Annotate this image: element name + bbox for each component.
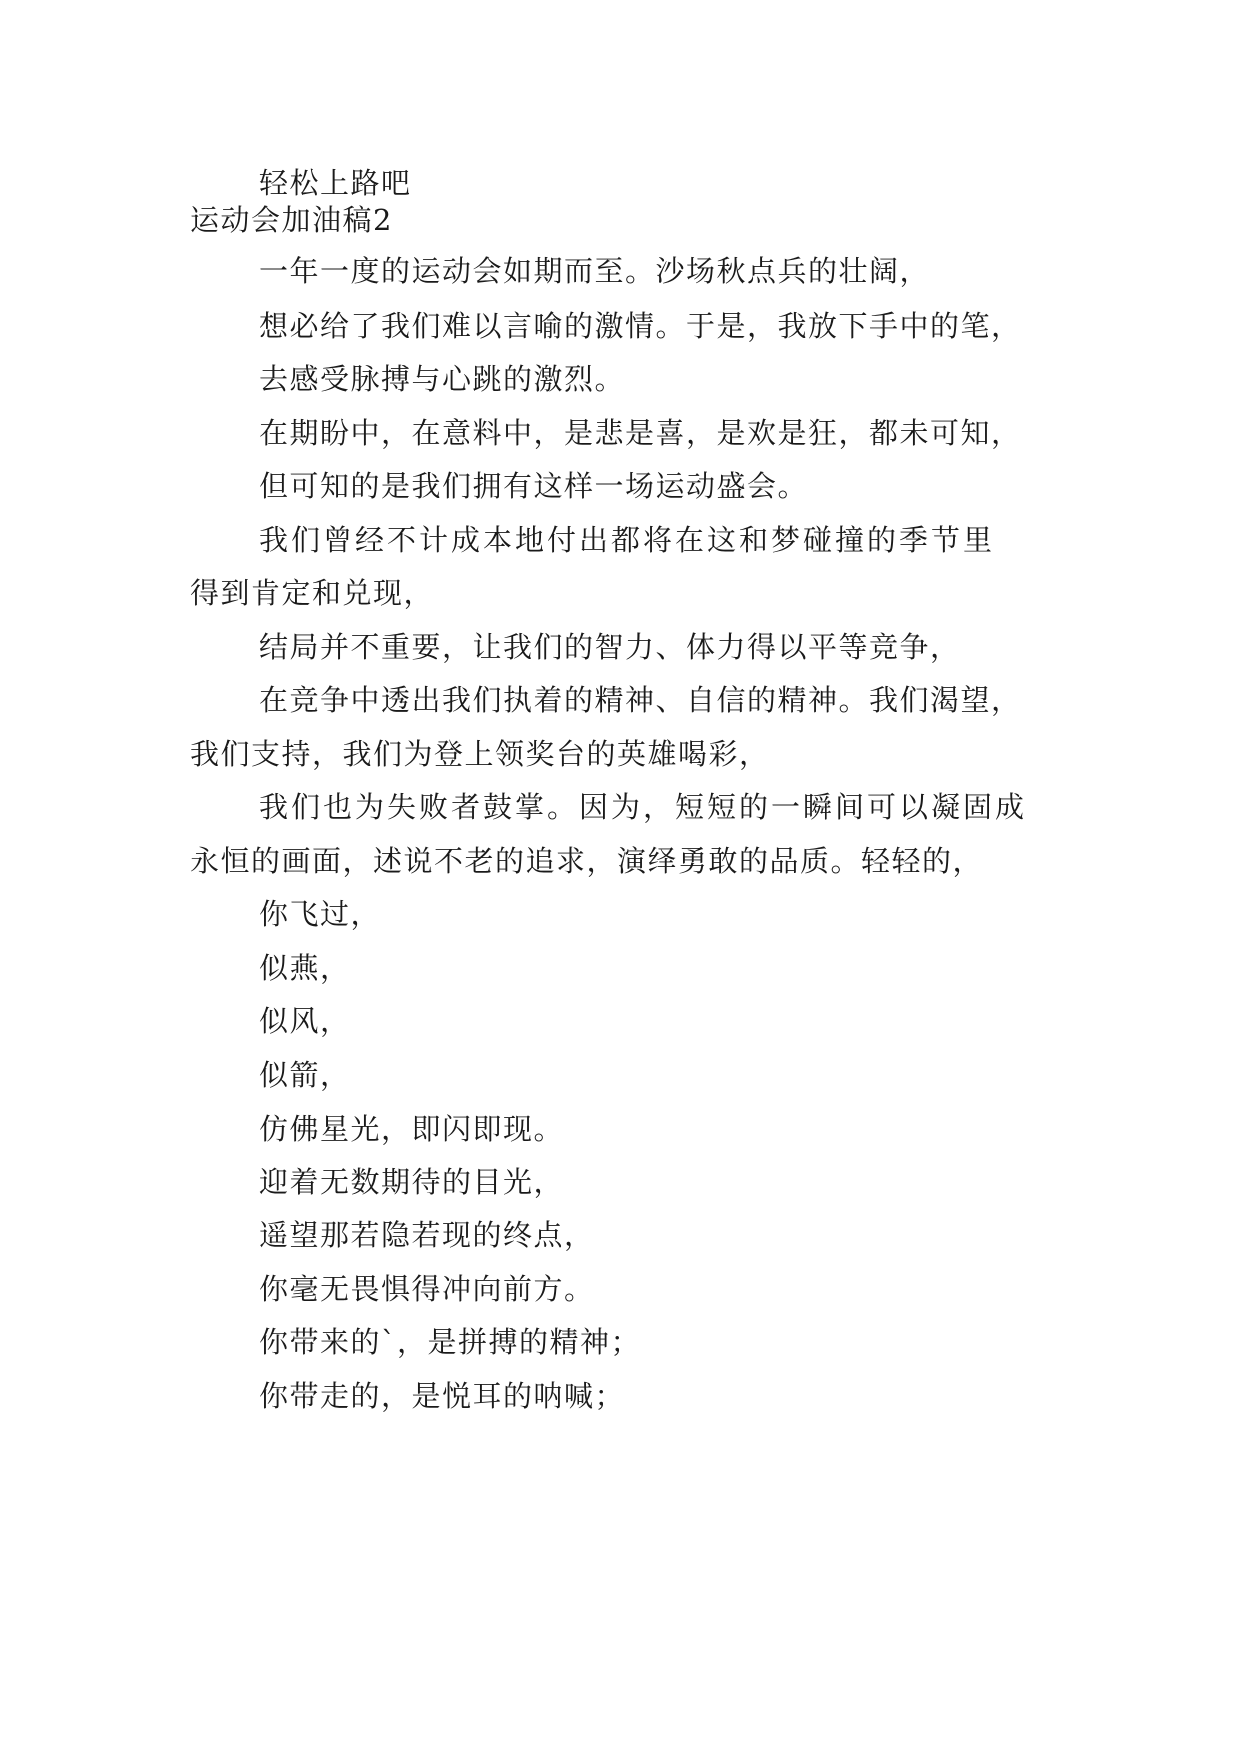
text-line: 我们支持，我们为登上领奖台的英雄喝彩， [190,737,770,771]
text-line: 我们也为失败者鼓掌。因为，短短的一瞬间可以凝固成 [259,790,1028,824]
text-line: 仿佛星光，即闪即现。 [259,1112,565,1146]
text-line: 一年一度的运动会如期而至。沙场秋点兵的壮阔， [259,254,931,288]
text-line: 遥望那若隐若现的终点， [259,1218,595,1252]
text-line: 结局并不重要，让我们的智力、体力得以平等竞争， [259,630,961,664]
text-line: 永恒的画面，述说不老的追求，演绎勇敢的品质。轻轻的， [190,844,984,878]
section-heading: 运动会加油稿2 [190,203,393,237]
text-line: 我们曾经不计成本地付出都将在这和梦碰撞的季节里 [259,523,996,557]
text-line: 似风， [259,1004,351,1038]
text-line: 但可知的是我们拥有这样一场运动盛会。 [259,469,809,503]
text-line: 得到肯定和兑现， [190,576,435,610]
text-line: 在期盼中，在意料中，是悲是喜，是欢是狂，都未可知， [259,416,1022,450]
text-line: 轻松上路吧 [259,166,412,200]
text-line: 你飞过， [259,897,382,931]
text-line: 你带来的`，是拼搏的精神； [259,1325,642,1359]
text-line: 你毫无畏惧得冲向前方。 [259,1272,595,1306]
text-line: 你带走的，是悦耳的呐喊； [259,1379,626,1413]
text-line: 去感受脉搏与心跳的激烈。 [259,362,626,396]
text-line: 迎着无数期待的目光， [259,1165,565,1199]
text-line: 想必给了我们难以言喻的激情。于是，我放下手中的笔， [259,309,1022,343]
text-line: 在竞争中透出我们执着的精神、自信的精神。我们渴望， [259,683,1022,717]
text-line: 似箭， [259,1058,351,1092]
text-line: 似燕， [259,951,351,985]
